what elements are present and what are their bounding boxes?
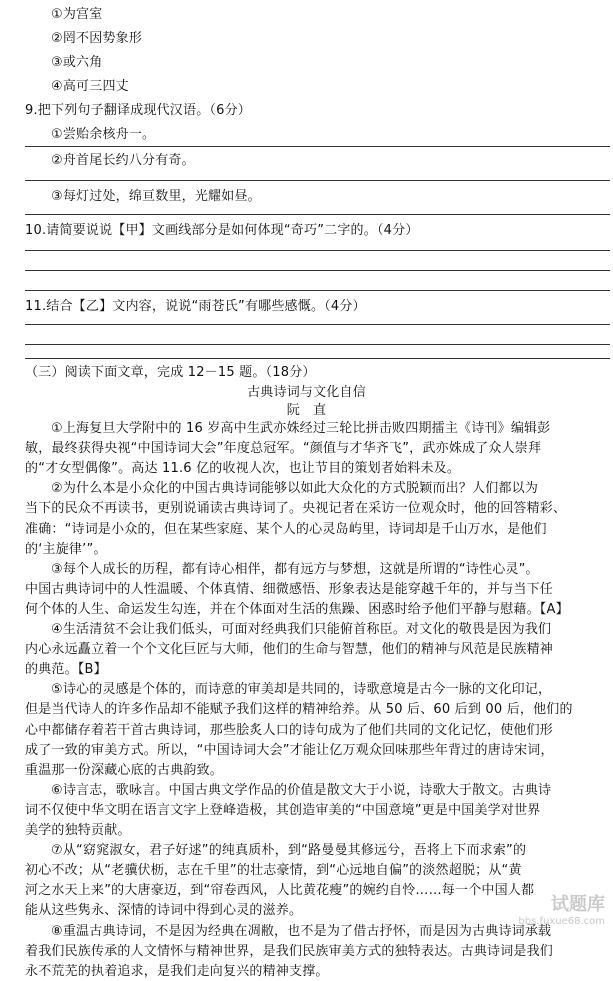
article-line: 的典范。【B】	[25, 662, 107, 678]
article-line: ⑤诗心的灵感是个体的，而诗意的审美却是共同的，诗歌意境是古今一脉的文化印记，	[51, 682, 552, 698]
article-line: ③每个人成长的历程，都有诗心相伴，都有远方与梦想，这就是所谓的“诗性心灵”。	[51, 561, 539, 577]
article-line: ②为什么本是小众化的中国古典诗词能够以如此大众化的方式脱颖而出？人们都以为	[51, 481, 539, 497]
option-3: ③或六角	[51, 55, 103, 70]
article-line: ⑥诗言志，歌咏言。中国古典文学作品的价值是散文大于小说，诗歌大于散文。古典诗	[51, 782, 552, 798]
article-line: 敏，最终获得央视“中国诗词大会”年度总冠军。“颜值与才华齐飞”，武亦姝成了众人崇拜	[25, 441, 542, 457]
answer-line	[25, 270, 610, 271]
watermark-logo	[485, 890, 605, 927]
article-line: 词不仅使中华文明在语言文字上登峰造极，其创造审美的“中国意境”更是中国美学对世界	[25, 802, 541, 818]
answer-line	[25, 344, 610, 345]
article-title: 古典诗词与文化自信	[247, 385, 366, 400]
answer-line	[25, 146, 610, 147]
article-line: 但是当代诗人的许多作品却不能赋予我们这样的精神给养。从 50 后、60 后到 00 后，他们的	[25, 702, 573, 718]
article-line: ⑧重温古典诗词，不是因为经典在凋敝，也不是为了借古抒怀，而是因为古典诗词承载	[51, 923, 552, 939]
answer-line	[25, 180, 610, 181]
article-line: 能从这些隽永、深情的诗词中得到心灵的滋养。	[25, 903, 303, 919]
article-line: 重温那一份深藏心底的古典韵致。	[25, 762, 224, 778]
article-line: ①上海复旦大学附中的 16 岁高中生武亦姝经过三轮比拼击败四期擂主《诗刊》编辑彭	[51, 421, 551, 436]
option-1: ①为宫室	[51, 7, 103, 22]
question-10: 10.请简要说说【甲】文画线部分是如何体现“奇巧”二字的。（4分）	[25, 223, 419, 238]
question-11: 11.结合【乙】文内容，说说“雨苍氏”有哪些感慨。（4分）	[25, 299, 366, 314]
option-2: ②罔不因势象形	[51, 31, 143, 46]
article-line: 河之水天上来”的大唐豪迈，到“帘卷西风，人比黄花瘦”的婉约自怜……每一个中国人都	[25, 883, 535, 899]
watermark-main: 试题库	[551, 894, 605, 915]
question-9-item-3: ③每灯过处，绵亘数里，光耀如昼。	[51, 189, 261, 204]
article-line: 永不荒芜的执着追求，是我们走向复兴的精神支撑。	[25, 963, 329, 979]
article-line: 当下的民众不再读书，更别说诵读古典诗词了。央视记者在采访一位观众时，他的回答精彩、	[25, 501, 567, 517]
article-line: ④生活清贫不会让我们低头，可面对经典我们只能俯首称臣。对文化的敬畏是因为我们	[51, 622, 552, 637]
question-9-title: 9.把下列句子翻译成现代汉语。（6分）	[25, 103, 251, 118]
answer-line	[25, 290, 610, 291]
article-line: ⑦从“窈窕淑女，君子好逑”的纯真质朴，到“路曼曼其修远兮，吾将上下而求索”的	[51, 843, 527, 859]
option-4: ④高可三四丈	[51, 79, 129, 94]
article-line: 成了一致的审美方式。所以，“中国诗词大会”才能让亿万观众回味那些年背过的唐诗宋词，	[25, 742, 554, 758]
article-line: 的‘主旋律’”。	[25, 541, 107, 557]
article-line: 初心不改；从“老骥伏枥，志在千里”的壮志豪情，到“心远地自偏”的淡然超脱；从“黄	[25, 863, 522, 879]
article-author: 阮 直	[286, 403, 327, 418]
answer-line	[25, 358, 610, 359]
article-line: 内心永远矗立着一个个文化巨匠与大师，他们的生命与智慧，他们的精神与风范是民族精神	[25, 642, 554, 658]
article-line: 何个体的人生、命运发生勾连，并在个体面对生活的焦躁、困惑时给予他们平静与慰藉。【A】	[25, 601, 569, 617]
answer-line	[25, 324, 610, 325]
article-line: 着我们民族传承的人文情怀与精神世界，是我们民族审美方式的独特表达。古典诗词是我们	[25, 943, 554, 959]
section-heading: （三）阅读下面文章，完成 12－15 题。（18分）	[25, 365, 316, 380]
answer-line	[25, 250, 610, 251]
question-9-item-1: ①尝贻余核舟一。	[51, 127, 156, 142]
article-line: 美学的独特贡献。	[25, 823, 131, 838]
answer-line	[25, 214, 610, 215]
question-9-item-2: ②舟首尾长约八分有奇。	[51, 153, 195, 168]
article-line: 中国古典诗词中的人性温暖、个体真情、细微感悟、形象表达是能穿越千年的，并与当下任	[25, 581, 554, 597]
article-line: 准确：“诗词是小众的，但在某些家庭、某个人的心灵岛屿里，诗词却是千山万水，是他们	[25, 521, 547, 537]
watermark-sub: bbs.fuxue68.com	[518, 916, 605, 927]
article-line: 心中都储存着若干首古典诗词，那些脍炙人口的诗句成为了他们共同的文化记忆，使他们形	[25, 722, 554, 738]
article-line: 的“才女型偶像”。高达 11.6 亿的收视人次，也让节目的策划者始料未及。	[25, 461, 461, 477]
